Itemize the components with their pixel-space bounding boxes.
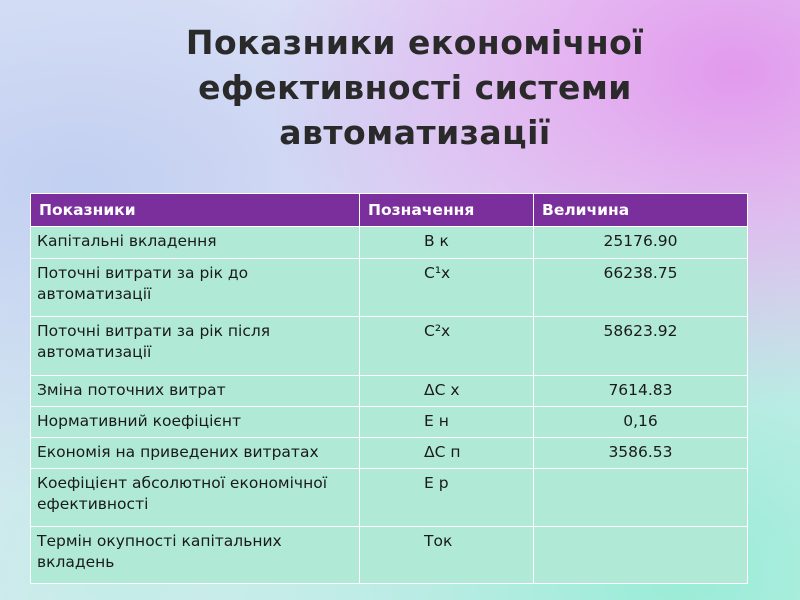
- designation-cell: ΔС п: [360, 438, 534, 469]
- indicator-cell: Нормативний коефіцієнт: [31, 407, 360, 438]
- value-cell: 7614.83: [534, 376, 748, 407]
- value-cell: [534, 469, 748, 527]
- table-row: [31, 407, 748, 438]
- designation-cell: В к: [360, 227, 534, 259]
- designation-cell: ΔС х: [360, 376, 534, 407]
- value-cell: 25176.90: [534, 227, 748, 259]
- title-line-1: Показники економічної: [185, 23, 645, 62]
- indicator-cell: Термін окупності капітальних вкладень: [31, 527, 360, 584]
- indicator-cell: Економія на приведених витратах: [31, 438, 360, 469]
- indicators-table: [30, 193, 748, 584]
- table-row: [31, 469, 748, 527]
- table-row: [31, 317, 748, 376]
- table-row: [31, 376, 748, 407]
- value-cell: 3586.53: [534, 438, 748, 469]
- designation-cell: С¹х: [360, 259, 534, 317]
- header-designation: Позначення: [360, 194, 534, 227]
- value-cell: 0,16: [534, 407, 748, 438]
- value-cell: 58623.92: [534, 317, 748, 376]
- designation-cell: Ток: [360, 527, 534, 584]
- title-line-2: ефективності системи: [198, 68, 632, 107]
- value-cell: 66238.75: [534, 259, 748, 317]
- indicator-cell: Поточні витрати за рік після автоматизації: [31, 317, 360, 376]
- title-line-3: автоматизації: [279, 113, 551, 152]
- table-row: [31, 227, 748, 259]
- table-row: [31, 438, 748, 469]
- value-cell: [534, 527, 748, 584]
- table-header-row: [31, 194, 748, 227]
- table-row: [31, 527, 748, 584]
- table-row: [31, 259, 748, 317]
- header-indicators: Показники: [31, 194, 360, 227]
- designation-cell: С²х: [360, 317, 534, 376]
- indicator-cell: Коефіцієнт абсолютної економічної ефективності: [31, 469, 360, 527]
- designation-cell: Е р: [360, 469, 534, 527]
- indicator-cell: Зміна поточних витрат: [31, 376, 360, 407]
- indicator-cell: Поточні витрати за рік до автоматизації: [31, 259, 360, 317]
- page-title: [170, 20, 660, 155]
- designation-cell: Е н: [360, 407, 534, 438]
- header-value: Величина: [534, 194, 748, 227]
- indicator-cell: Капітальні вкладення: [31, 227, 360, 259]
